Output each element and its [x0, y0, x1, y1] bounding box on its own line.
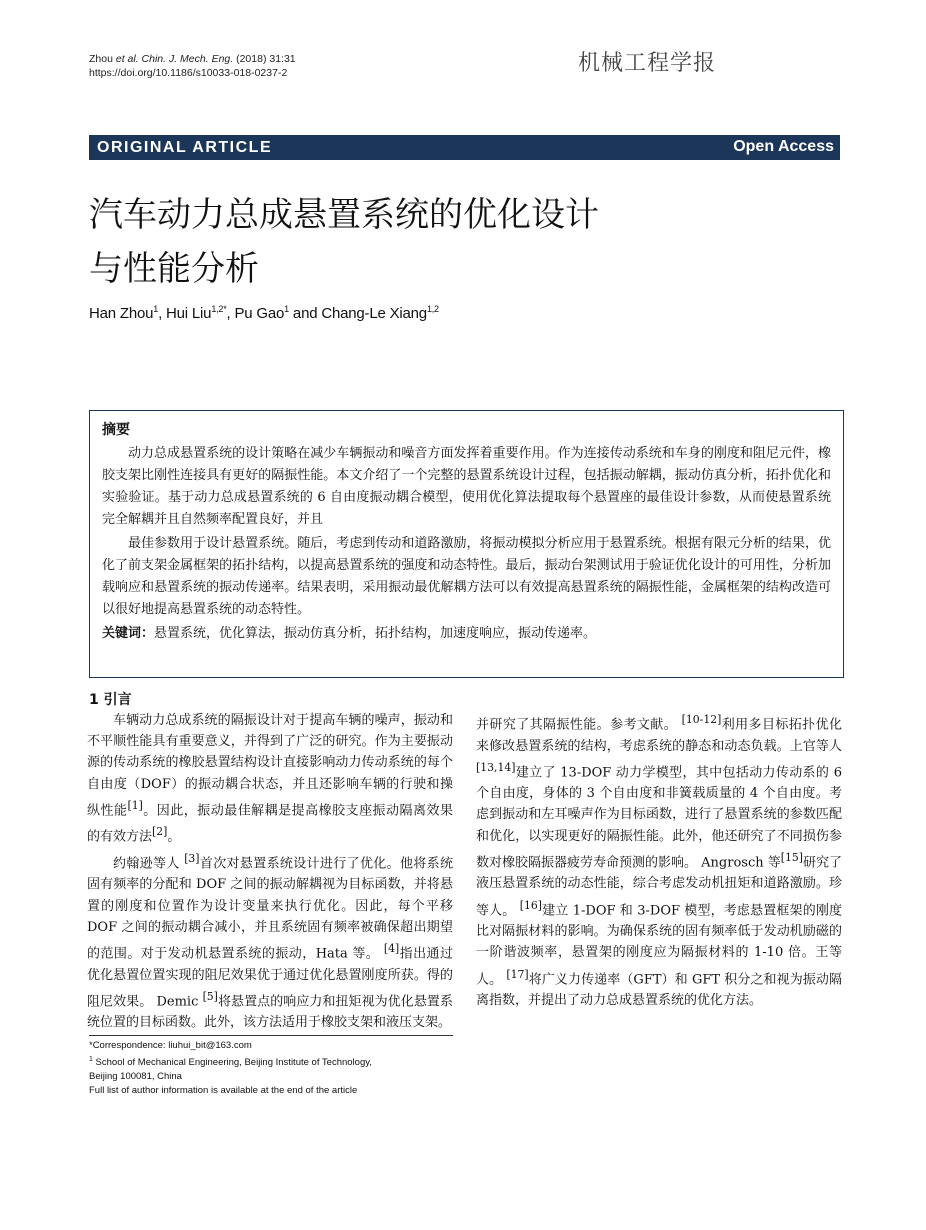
body-column-right: [476, 709, 842, 1011]
abstract-paragraph-1: 动力总成悬置系统的设计策略在减少车辆振动和噪音方面发挥着重要作用。作为连接传动系统和车身的刚度和阻尼元件，橡胶支架比刚性连接具有更好的隔振性能。本文介绍了一个完整的悬置系统设计过程，包括振动解耦，振动仿真分析，拓扑优化和实验验证。基于动力总成悬置系统的 6 自由度振动耦合模型，使用优化算法提取每个悬置座的最佳设计参数，从而使悬置系统完全解耦并且自然频率配置良好，并且: [102, 446, 831, 527]
title-line-2: 与性能分析: [89, 249, 259, 289]
body-paragraph: 车辆动力总成系统的隔振设计对于提高车辆的噪声，振动和不平顺性能具有重要意义，并得到了广泛的研究。作为主要振动源的传动系统的橡胶悬置结构设计直接影响动力传动系统的每个自由度（DOF）的振动耦合状态，并且还影响车辆的行驶和操纵性能[1]。因此，振动最佳解耦是提高橡胶支座振动隔离效果的有效方法[2]。: [87, 713, 453, 845]
body-paragraph: 约翰逊等人 [3]首次对悬置系统设计进行了优化。他将系统固有频率的分配和 DOF 之间的振动解耦视为目标函数，并将悬置的刚度和位置作为设计变量来执行优化。因此，每个平移 DOF 之间的振动耦合减小，并且系统固有频率被确保超出期望的范围。对于发动机悬置系统的振动，Hata 等。 [4]指出通过优化悬置位置实现的阻尼效果优于通过优化悬置刚度所获。得的阻尼效果。 Demic [5]将悬置点的响应力和扭矩视为优化悬置系统位置的目标函数。此外，该方法适用于橡胶支架和液压支架。: [87, 851, 453, 1031]
citation-ref[interactable]: [16]: [519, 898, 542, 912]
open-access-label: Open Access: [733, 138, 834, 155]
section-heading: 1 引言: [89, 692, 132, 708]
keywords-label: 关键词：: [102, 626, 155, 641]
citation-ref[interactable]: [4]: [383, 942, 400, 956]
correspondence-email[interactable]: *Correspondence: liuhui_bit@163.com: [89, 1040, 252, 1051]
body-column-left: [87, 690, 453, 1033]
affiliation-city: Beijing 100081, China: [89, 1071, 182, 1083]
citation-header: [89, 52, 296, 80]
keywords-text: 悬置系统，优化算法，振动仿真分析，拓扑结构，加速度响应，振动传递率。: [154, 626, 597, 641]
abstract-box: [89, 410, 844, 678]
doi-link[interactable]: https://doi.org/10.1186/s10033-018-0237-2: [89, 67, 288, 79]
title-line-1: 汽车动力总成悬置系统的优化设计: [89, 195, 599, 235]
citation-ref[interactable]: [17]: [506, 967, 529, 981]
citation-ref[interactable]: [15]: [780, 850, 803, 864]
article-type-banner: [89, 135, 840, 160]
author-info-note: Full list of author information is available at the end of the article: [89, 1085, 358, 1097]
citation-line: Zhou et al. Chin. J. Mech. Eng. (2018) 31:31: [89, 53, 296, 65]
affiliation: $^1$ School of Mechanical Engineering, Beijing Institute of Technology,: [89, 1056, 372, 1069]
keywords: [102, 623, 831, 645]
abstract-heading: 摘要: [102, 422, 130, 438]
citation-ref[interactable]: [5]: [202, 989, 218, 1003]
journal-name: 机械工程学报: [578, 51, 717, 76]
citation-ref[interactable]: [10-12]: [681, 713, 722, 726]
paper-title: [89, 188, 849, 296]
citation-ref[interactable]: [13,14]: [476, 760, 516, 774]
author-list: Han Zhou$^1$, Hui Liu$^{1,2*}$, Pu Gao$^1$ and Chang-Le Xiang$^{1,2}$: [89, 304, 439, 322]
article-type-label: ORIGINAL ARTICLE: [97, 139, 273, 156]
citation-ref[interactable]: [2]: [152, 825, 168, 839]
footnote: [89, 1035, 453, 1098]
body-paragraph: 并研究了其隔振性能。参考文献。 [10-12]利用多目标拓扑优化来修改悬置系统的结构，考虑系统的静态和动态负载。上官等人[13,14]建立了 13-DOF 动力学模型，其中包括动力传动系的 6 个自由度，身体的 3 个自由度和非簧载质量的 4 个自由度。考虑到振动和左耳噪声作为目标函数，进行了悬置系统的参数匹配和优化，以实现更好的隔振性能。此外，他还研究了不同损伤参数对橡胶隔振器疲劳寿命预测的影响。 Angrosch 等[15]研究了液压悬置系统的动态性能，综合考虑发动机扭矩和道路激励。珍等人。 [16]建立 1-DOF 和 3-DOF 模型，考虑悬置框架的刚度比对隔振材料的影响。为确保系统的固有频率低于发动机励磁的一阶谐波频率，悬置架的刚度应为隔振材料的 1-10 倍。王等人。 [17]将广义力传递率（GFT）和 GFT 积分之和视为振动隔离指数，并提出了动力总成悬置系统的优化方法。: [476, 713, 843, 1009]
abstract-paragraph-2: 最佳参数用于设计悬置系统。随后，考虑到传动和道路激励，将振动模拟分析应用于悬置系统。根据有限元分析的结果，优化了前支架金属框架的拓扑结构，以提高悬置系统的强度和动态特性。最后，振动台架测试用于验证优化设计的可用性，分析加载响应和悬置系统的振动传递率。结果表明，采用振动最优解耦方法可以有效提高悬置系统的隔振性能，金属框架的结构改造可以很好地提高悬置系统的动态特性。: [102, 536, 831, 617]
citation-ref[interactable]: [3]: [184, 851, 200, 865]
citation-ref[interactable]: [1]: [127, 798, 143, 812]
